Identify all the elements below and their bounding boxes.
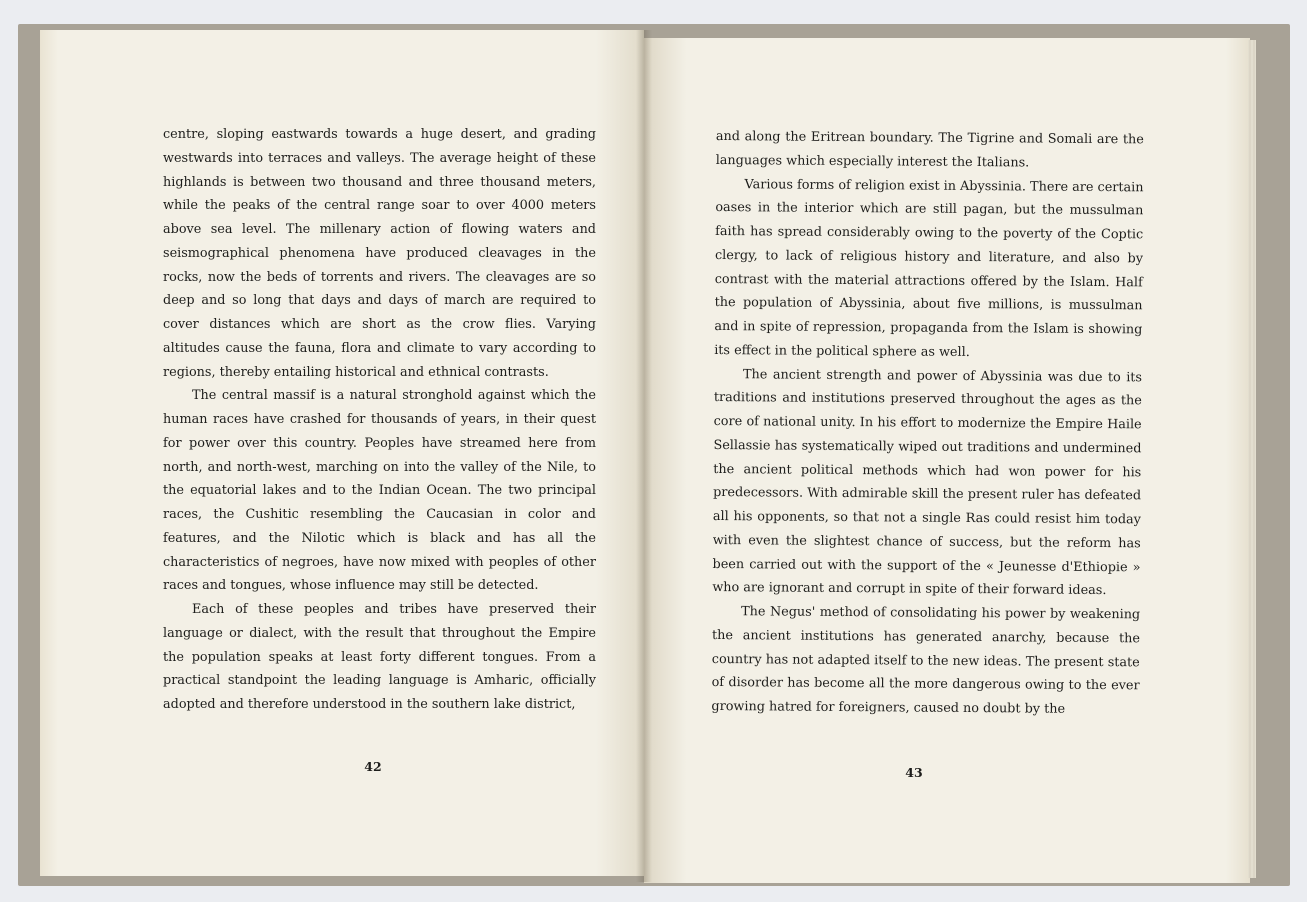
book-gutter	[636, 30, 652, 882]
right-page-text	[711, 125, 1144, 722]
page-number: 42	[364, 759, 382, 774]
left-page	[40, 30, 644, 876]
page-edges	[1248, 40, 1256, 878]
right-page	[644, 38, 1250, 883]
paragraph: Various forms of religion exist in Abyssinia. There are certain oases in the interior which are still pagan, but the mussulman faith has spread considerably owing to the poverty of the Coptic clergy, to lack of religious history and literature, and also by contrast with the material attractions offered by the Islam. Half the population of Abyssinia, about five millions, is mussulman and in spite of repression, propaganda from the Islam is showing its effect in the political sphere as well.	[714, 176, 1144, 360]
paragraph: and along the Eritrean boundary. The Tigrine and Somali are the languages which especially interest the Italians.	[715, 128, 1144, 171]
paragraph: The central massif is a natural stronghold against which the human races have crashed for thousands of years, in their quest for power over this country. Peoples have streamed here from north, and north-west, marching on into the valley of the Nile, to the equatorial lakes and to the Indian Ocean. The two principal races, the Cushitic resembling the Caucasian in color and features, and the Nilotic which is black and has all the characteristics of negroes, have now mixed with peoples of other races and tongues, whose influence may still be detected.	[163, 388, 596, 594]
page-number: 43	[905, 765, 923, 780]
paragraph: Each of these peoples and tribes have preserved their language or dialect, with the result that throughout the Empire the population speaks at least forty different tongues. From a practical standpoint the leading language is Amharic, officially adopted and therefore understood in the southern lake district,	[163, 602, 596, 712]
paragraph: The Negus' method of consolidating his power by weakening the ancient institutions has generated anarchy, because the country has not adapted itself to the new ideas. The present state of disorder has become all the more dangerous owing to the ever growing hatred for foreigners, caused no doubt by the	[711, 604, 1141, 717]
paragraph: The ancient strength and power of Abyssinia was due to its traditions and institutions preserved throughout the ages as the core of national unity. In his effort to modernize the Empire Haile Sellassie has systematically wiped out traditions and undermined the ancient political methods which had won power for his predecessors. With admirable skill the present ruler has defeated all his opponents, so that not a single Ras could resist him today with even the slightest chance of success, but the reform has been carried out with the support of the « Jeunesse d'Ethiopie » who are ignorant and corrupt in spite of their forward ideas.	[712, 366, 1143, 599]
left-page-text	[163, 123, 596, 717]
paragraph: centre, sloping eastwards towards a huge desert, and grading westwards into terraces and valleys. The average height of these highlands is between two thousand and three thousand meters, while the peaks of the central range soar to over 4000 meters above sea level. The millenary action of flowing waters and seismographical phenomena have produced cleavages in the rocks, now the beds of torrents and rivers. The cleavages are so deep and so long that days and days of march are required to cover distances which are short as the crow flies. Varying altitudes cause the fauna, flora and climate to vary according to regions, thereby entailing historical and ethnical contrasts.	[163, 127, 596, 380]
